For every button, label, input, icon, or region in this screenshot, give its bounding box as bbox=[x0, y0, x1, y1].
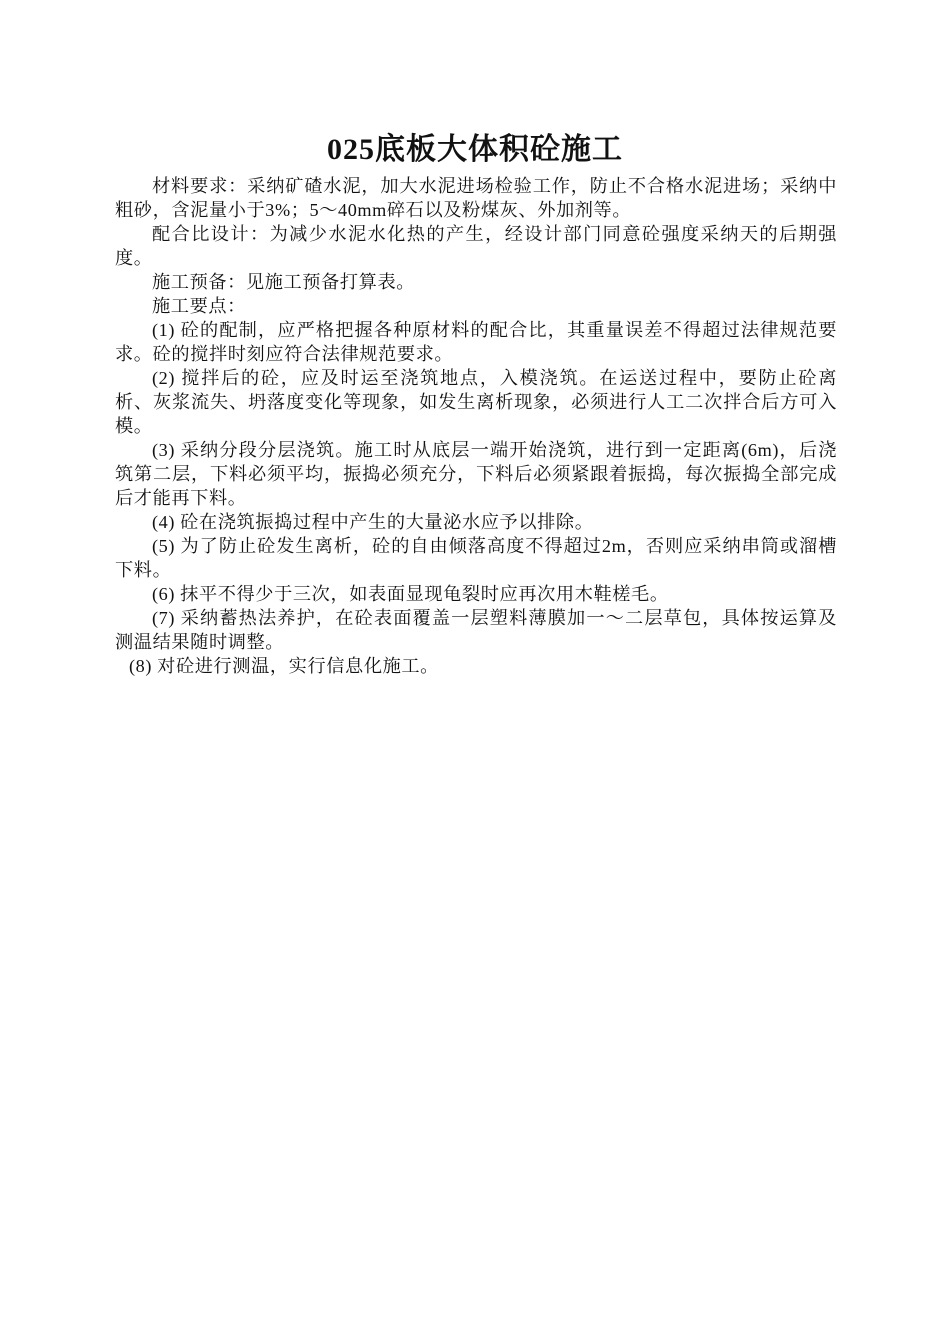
paragraph-point-4: (4) 砼在浇筑振捣过程中产生的大量泌水应予以排除。 bbox=[152, 512, 594, 532]
paragraph-point-1: (1) 砼的配制，应严格把握各种原材料的配合比，其重量误差不得超过法律规范要求。砼的搅拌时刻应符合法律规范要求。 bbox=[115, 320, 837, 364]
paragraph-point-5: (5) 为了防止砼发生离析，砼的自由倾落高度不得超过2m，否则应采纳串筒或溜槽下料。 bbox=[115, 536, 837, 580]
paragraph-point-8: (8) 对砼进行测温，实行信息化施工。 bbox=[129, 656, 439, 676]
paragraph-material-requirements: 材料要求：采纳矿碴水泥，加大水泥进场检验工作，防止不合格水泥进场；采纳中粗砂，含泥量小于3%；5～40mm碎石以及粉煤灰、外加剂等。 bbox=[115, 176, 837, 220]
paragraph-point-2: (2) 搅拌后的砼，应及时运至浇筑地点，入模浇筑。在运送过程中，要防止砼离析、灰浆流失、坍落度变化等现象，如发生离析现象，必须进行人工二次拌合后方可入模。 bbox=[115, 368, 837, 436]
document-body bbox=[115, 174, 837, 678]
paragraph-mix-design: 配合比设计：为减少水泥水化热的产生，经设计部门同意砼强度采纳天的后期强度。 bbox=[115, 224, 837, 268]
paragraph-construction-preparation: 施工预备：见施工预备打算表。 bbox=[152, 272, 416, 292]
document-title: 025底板大体积砼施工 bbox=[327, 133, 623, 166]
paragraph-point-3: (3) 采纳分段分层浇筑。施工时从底层一端开始浇筑，进行到一定距离(6m)，后浇筑第二层，下料必须平均，振捣必须充分，下料后必须紧跟着振捣，每次振捣全部完成后才能再下料。 bbox=[115, 440, 837, 508]
paragraph-point-6: (6) 抹平不得少于三次，如表面显现龟裂时应再次用木鞋槎毛。 bbox=[152, 584, 669, 604]
paragraph-point-7: (7) 采纳蓄热法养护，在砼表面覆盖一层塑料薄膜加一～二层草包，具体按运算及测温结果随时调整。 bbox=[115, 608, 837, 652]
paragraph-construction-points-heading: 施工要点： bbox=[152, 296, 246, 316]
